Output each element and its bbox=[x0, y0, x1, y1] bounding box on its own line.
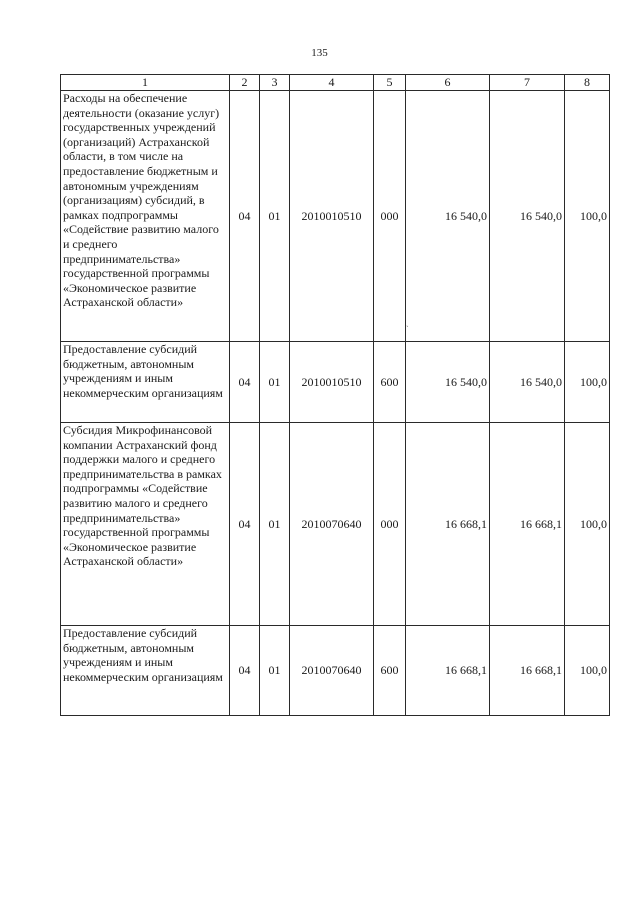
cell-amount-actual: 16 540,0 bbox=[490, 91, 565, 342]
cell-section: 04 bbox=[230, 626, 260, 716]
cell-percent: 100,0 bbox=[565, 626, 610, 716]
budget-table bbox=[60, 74, 610, 716]
cell-expense-type: 000 bbox=[374, 91, 406, 342]
column-header: 5 bbox=[374, 75, 406, 91]
cell-subsection: 01 bbox=[260, 423, 290, 626]
table-row bbox=[61, 423, 610, 626]
cell-expense-type: 600 bbox=[374, 342, 406, 423]
cell-target-article: 2010070640 bbox=[290, 626, 374, 716]
cell-target-article: 2010010510 bbox=[290, 91, 374, 342]
cell-subsection: 01 bbox=[260, 342, 290, 423]
cell-amount-actual: 16 668,1 bbox=[490, 423, 565, 626]
column-header: 3 bbox=[260, 75, 290, 91]
cell-amount-plan: 16 540,0 bbox=[406, 91, 490, 342]
column-header: 1 bbox=[61, 75, 230, 91]
cell-subsection: 01 bbox=[260, 91, 290, 342]
column-header: 4 bbox=[290, 75, 374, 91]
cell-amount-actual: 16 668,1 bbox=[490, 626, 565, 716]
page-number: 135 bbox=[311, 47, 328, 59]
row-description: Предоставление субсидий бюджетным, автономным учреждениям и иным некоммерческим организациям bbox=[61, 626, 230, 716]
cell-section: 04 bbox=[230, 342, 260, 423]
cell-expense-type: 000 bbox=[374, 423, 406, 626]
row-description: Предоставление субсидий бюджетным, автономным учреждениям и иным некоммерческим организациям bbox=[61, 342, 230, 423]
table-row bbox=[61, 342, 610, 423]
cell-percent: 100,0 bbox=[565, 91, 610, 342]
cell-section: 04 bbox=[230, 423, 260, 626]
column-header: 2 bbox=[230, 75, 260, 91]
cell-amount-plan: 16 668,1 bbox=[406, 423, 490, 626]
cell-section: 04 bbox=[230, 91, 260, 342]
table-row bbox=[61, 626, 610, 716]
scan-speck: ˎ bbox=[406, 318, 409, 327]
cell-expense-type: 600 bbox=[374, 626, 406, 716]
header-row bbox=[61, 75, 610, 91]
cell-amount-actual: 16 540,0 bbox=[490, 342, 565, 423]
cell-target-article: 2010070640 bbox=[290, 423, 374, 626]
row-description: Расходы на обеспечение деятельности (оказание услуг) государственных учреждений (организаций) Астраханской области, в том числе на предоставление бюджетным и автономным учреждениям (организациям) субсидий, в рамках подпрограммы «Содействие развитию малого и среднего предпринимательства» государственной программы «Экономическое развитие Астраханской области» bbox=[61, 91, 230, 342]
cell-amount-plan: 16 540,0 bbox=[406, 342, 490, 423]
column-header: 6 bbox=[406, 75, 490, 91]
cell-target-article: 2010010510 bbox=[290, 342, 374, 423]
table-row bbox=[61, 91, 610, 342]
column-header: 7 bbox=[490, 75, 565, 91]
cell-percent: 100,0 bbox=[565, 423, 610, 626]
cell-percent: 100,0 bbox=[565, 342, 610, 423]
cell-amount-plan: 16 668,1 bbox=[406, 626, 490, 716]
cell-subsection: 01 bbox=[260, 626, 290, 716]
column-header: 8 bbox=[565, 75, 610, 91]
row-description: Субсидия Микрофинансовой компании Астраханский фонд поддержки малого и среднего предпринимательства в рамках подпрограммы «Содействие развитию малого и среднего предпринимательства» государственной программы «Экономическое развитие Астраханской области» bbox=[61, 423, 230, 626]
